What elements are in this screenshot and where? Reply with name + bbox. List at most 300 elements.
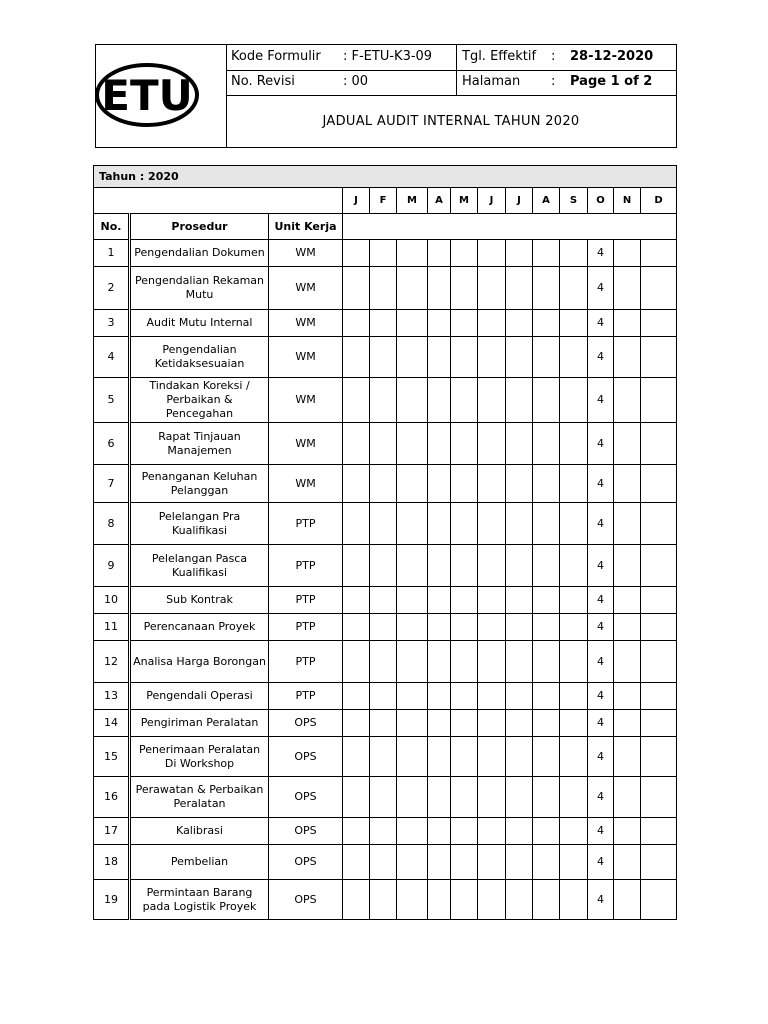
schedule-cell [506,614,533,641]
schedule-cell [641,267,677,310]
schedule-cell [397,587,428,614]
schedule-cell [397,777,428,818]
row-prosedur: Pengendalian Ketidaksesuaian [130,337,269,378]
row-prosedur: Perencanaan Proyek [130,614,269,641]
schedule-cell [478,423,506,465]
schedule-cell [560,587,588,614]
row-number: 11 [94,614,130,641]
schedule-cell [533,845,560,880]
schedule-cell [641,845,677,880]
table-row [94,683,677,710]
row-unit-kerja: OPS [269,880,343,920]
schedule-mark: 4 [588,310,614,337]
schedule-cell [428,683,451,710]
schedule-cell [370,818,397,845]
schedule-cell [614,240,641,267]
schedule-cell [451,777,478,818]
row-prosedur: Analisa Harga Borongan [130,641,269,683]
row-unit-kerja: WM [269,240,343,267]
row-prosedur: Penerimaan Peralatan Di Workshop [130,737,269,777]
table-row [94,777,677,818]
schedule-cell [641,777,677,818]
row-unit-kerja: WM [269,378,343,423]
schedule-cell [343,337,370,378]
schedule-cell [506,423,533,465]
schedule-cell [533,310,560,337]
schedule-cell [533,423,560,465]
schedule-cell [560,641,588,683]
schedule-cell [560,503,588,545]
schedule-cell [428,337,451,378]
schedule-cell [560,845,588,880]
schedule-cell [478,880,506,920]
table-row [94,710,677,737]
schedule-cell [370,614,397,641]
row-number: 15 [94,737,130,777]
month-header: F [370,188,397,214]
row-prosedur: Pengiriman Peralatan [130,710,269,737]
schedule-cell [397,845,428,880]
schedule-cell [533,641,560,683]
schedule-cell [533,737,560,777]
schedule-cell [614,710,641,737]
table-row [94,818,677,845]
schedule-cell [614,845,641,880]
schedule-cell [451,683,478,710]
row-prosedur: Rapat Tinjauan Manajemen [130,423,269,465]
month-row-spacer [94,188,343,214]
schedule-cell [370,337,397,378]
table-row [94,614,677,641]
schedule-cell [397,641,428,683]
schedule-cell [370,587,397,614]
schedule-cell [451,845,478,880]
schedule-cell [428,465,451,503]
header-months-blank [343,214,677,240]
row-unit-kerja: OPS [269,777,343,818]
table-body [94,166,677,920]
row-number: 7 [94,465,130,503]
year-label: Tahun : 2020 [94,166,677,188]
schedule-cell [451,503,478,545]
year-row [94,166,677,188]
schedule-cell [478,818,506,845]
schedule-mark: 4 [588,378,614,423]
schedule-cell [397,683,428,710]
month-header: M [451,188,478,214]
schedule-cell [343,310,370,337]
schedule-cell [641,337,677,378]
row-prosedur: Pengendalian Rekaman Mutu [130,267,269,310]
schedule-cell [533,818,560,845]
schedule-cell [506,267,533,310]
schedule-cell [397,545,428,587]
schedule-cell [533,378,560,423]
row-unit-kerja: OPS [269,710,343,737]
schedule-cell [614,310,641,337]
schedule-cell [478,378,506,423]
row-unit-kerja: WM [269,267,343,310]
schedule-cell [343,240,370,267]
row-unit-kerja: PTP [269,683,343,710]
header-prosedur: Prosedur [130,214,269,240]
row-unit-kerja: PTP [269,641,343,683]
schedule-mark: 4 [588,777,614,818]
schedule-cell [397,423,428,465]
row-number: 4 [94,337,130,378]
row-unit-kerja: PTP [269,587,343,614]
schedule-cell [506,503,533,545]
logo-cell [96,45,227,147]
kode-formulir-value: : F-ETU-K3-09 [343,49,433,64]
table-row [94,423,677,465]
schedule-cell [478,337,506,378]
table-row [94,587,677,614]
schedule-cell [370,845,397,880]
schedule-cell [478,683,506,710]
header-unit-kerja: Unit Kerja [269,214,343,240]
schedule-cell [533,267,560,310]
schedule-cell [641,465,677,503]
schedule-cell [560,880,588,920]
schedule-cell [343,641,370,683]
schedule-cell [478,503,506,545]
schedule-cell [506,710,533,737]
schedule-cell [397,240,428,267]
schedule-cell [343,267,370,310]
schedule-cell [506,587,533,614]
schedule-cell [641,818,677,845]
schedule-cell [370,423,397,465]
schedule-cell [560,465,588,503]
kode-formulir-label: Kode Formulir [231,49,321,64]
table-row [94,641,677,683]
row-number: 17 [94,818,130,845]
schedule-mark: 4 [588,423,614,465]
row-number: 19 [94,880,130,920]
schedule-cell [641,880,677,920]
row-unit-kerja: WM [269,310,343,337]
column-header-row [94,214,677,240]
schedule-cell [533,465,560,503]
schedule-cell [451,545,478,587]
schedule-cell [451,378,478,423]
schedule-cell [428,845,451,880]
schedule-cell [343,587,370,614]
row-prosedur: Perawatan & Perbaikan Peralatan [130,777,269,818]
schedule-cell [451,614,478,641]
month-header: N [614,188,641,214]
schedule-cell [614,378,641,423]
halaman-value: Page 1 of 2 [570,74,653,89]
table-row [94,845,677,880]
row-unit-kerja: OPS [269,845,343,880]
row-number: 5 [94,378,130,423]
schedule-cell [428,614,451,641]
schedule-cell [478,641,506,683]
schedule-cell [641,587,677,614]
schedule-cell [451,337,478,378]
schedule-cell [451,710,478,737]
header-divider [456,70,457,95]
table-row [94,267,677,310]
row-number: 13 [94,683,130,710]
table-row [94,880,677,920]
schedule-cell [451,240,478,267]
schedule-cell [533,710,560,737]
row-prosedur: Permintaan Barang pada Logistik Proyek [130,880,269,920]
row-prosedur: Penanganan Keluhan Pelanggan [130,465,269,503]
document-header [95,44,677,148]
schedule-mark: 4 [588,267,614,310]
schedule-mark: 4 [588,240,614,267]
schedule-cell [560,737,588,777]
row-number: 1 [94,240,130,267]
row-number: 6 [94,423,130,465]
schedule-cell [614,614,641,641]
no-revisi-value: : 00 [343,74,369,89]
schedule-cell [533,240,560,267]
month-header: D [641,188,677,214]
schedule-cell [533,683,560,710]
month-header-row [94,188,677,214]
schedule-cell [533,777,560,818]
row-prosedur: Pelelangan Pra Kualifikasi [130,503,269,545]
schedule-cell [451,310,478,337]
schedule-cell [506,240,533,267]
schedule-cell [560,710,588,737]
row-prosedur: Pengendalian Dokumen [130,240,269,267]
header-row-revisi [226,70,676,96]
schedule-cell [343,845,370,880]
row-prosedur: Pelelangan Pasca Kualifikasi [130,545,269,587]
header-no: No. [94,214,130,240]
schedule-cell [343,737,370,777]
row-unit-kerja: WM [269,423,343,465]
schedule-mark: 4 [588,710,614,737]
schedule-cell [343,614,370,641]
table-row [94,737,677,777]
schedule-cell [451,818,478,845]
schedule-cell [560,545,588,587]
schedule-cell [428,310,451,337]
schedule-cell [506,641,533,683]
schedule-mark: 4 [588,845,614,880]
schedule-cell [614,465,641,503]
schedule-cell [370,378,397,423]
month-header: A [533,188,560,214]
schedule-cell [451,423,478,465]
schedule-cell [560,423,588,465]
schedule-cell [506,818,533,845]
row-unit-kerja: WM [269,465,343,503]
schedule-cell [451,465,478,503]
schedule-cell [641,423,677,465]
tgl-effektif-sep: : [551,49,556,64]
row-number: 9 [94,545,130,587]
row-number: 14 [94,710,130,737]
schedule-cell [614,267,641,310]
schedule-mark: 4 [588,465,614,503]
schedule-cell [397,337,428,378]
schedule-cell [614,818,641,845]
schedule-cell [641,641,677,683]
schedule-cell [614,880,641,920]
no-revisi-label: No. Revisi [231,74,295,89]
schedule-cell [428,587,451,614]
row-prosedur: Pembelian [130,845,269,880]
schedule-cell [614,777,641,818]
schedule-mark: 4 [588,545,614,587]
row-unit-kerja: PTP [269,614,343,641]
table-row [94,240,677,267]
month-header: S [560,188,588,214]
header-row-kode [226,45,676,71]
month-header: M [397,188,428,214]
schedule-cell [614,737,641,777]
schedule-cell [614,683,641,710]
schedule-cell [370,545,397,587]
schedule-cell [560,337,588,378]
schedule-cell [478,777,506,818]
schedule-cell [343,545,370,587]
etu-logo [96,55,226,135]
schedule-cell [343,880,370,920]
schedule-mark: 4 [588,880,614,920]
schedule-cell [506,777,533,818]
schedule-cell [560,310,588,337]
schedule-cell [370,710,397,737]
schedule-cell [533,503,560,545]
schedule-cell [451,737,478,777]
schedule-cell [428,737,451,777]
schedule-mark: 4 [588,818,614,845]
schedule-cell [506,337,533,378]
schedule-cell [533,545,560,587]
schedule-mark: 4 [588,587,614,614]
header-divider [456,45,457,70]
schedule-cell [397,818,428,845]
table-row [94,465,677,503]
schedule-cell [343,683,370,710]
schedule-cell [397,710,428,737]
schedule-cell [560,240,588,267]
schedule-cell [478,240,506,267]
schedule-cell [370,737,397,777]
schedule-cell [428,710,451,737]
table-row [94,378,677,423]
schedule-cell [343,378,370,423]
schedule-cell [451,587,478,614]
schedule-cell [343,710,370,737]
schedule-cell [397,310,428,337]
schedule-cell [641,737,677,777]
tgl-effektif-value: 28-12-2020 [570,49,654,64]
schedule-cell [343,423,370,465]
schedule-cell [560,818,588,845]
schedule-cell [533,337,560,378]
schedule-cell [428,641,451,683]
row-number: 18 [94,845,130,880]
schedule-cell [560,267,588,310]
month-header: J [343,188,370,214]
schedule-cell [506,465,533,503]
halaman-sep: : [551,74,556,89]
schedule-cell [370,240,397,267]
schedule-cell [533,587,560,614]
schedule-cell [343,465,370,503]
schedule-mark: 4 [588,337,614,378]
schedule-cell [614,587,641,614]
row-number: 3 [94,310,130,337]
schedule-mark: 4 [588,503,614,545]
row-unit-kerja: WM [269,337,343,378]
table-row [94,310,677,337]
schedule-cell [428,818,451,845]
row-unit-kerja: PTP [269,503,343,545]
schedule-cell [478,710,506,737]
month-header: A [428,188,451,214]
row-prosedur: Tindakan Koreksi / Perbaikan & Pencegahan [130,378,269,423]
schedule-cell [451,267,478,310]
schedule-cell [370,503,397,545]
schedule-cell [343,777,370,818]
schedule-mark: 4 [588,614,614,641]
schedule-mark: 4 [588,737,614,777]
schedule-cell [560,683,588,710]
schedule-cell [397,614,428,641]
schedule-cell [641,545,677,587]
schedule-cell [506,378,533,423]
schedule-cell [428,423,451,465]
schedule-cell [614,545,641,587]
schedule-cell [370,310,397,337]
schedule-cell [641,240,677,267]
schedule-cell [614,423,641,465]
schedule-cell [428,880,451,920]
schedule-cell [641,378,677,423]
schedule-cell [614,503,641,545]
schedule-cell [428,545,451,587]
audit-schedule-table [93,165,677,920]
schedule-cell [506,845,533,880]
schedule-cell [397,503,428,545]
schedule-cell [641,614,677,641]
row-number: 16 [94,777,130,818]
schedule-cell [641,683,677,710]
logo-text: ETU [101,71,193,120]
schedule-cell [478,545,506,587]
schedule-cell [370,777,397,818]
schedule-cell [560,777,588,818]
schedule-cell [478,614,506,641]
schedule-mark: 4 [588,683,614,710]
halaman-label: Halaman [462,74,521,89]
schedule-cell [370,683,397,710]
document-title: JADUAL AUDIT INTERNAL TAHUN 2020 [322,114,580,129]
row-number: 12 [94,641,130,683]
schedule-cell [506,737,533,777]
schedule-cell [428,240,451,267]
row-prosedur: Audit Mutu Internal [130,310,269,337]
schedule-cell [428,503,451,545]
schedule-cell [397,737,428,777]
row-number: 2 [94,267,130,310]
schedule-cell [560,614,588,641]
row-prosedur: Sub Kontrak [130,587,269,614]
row-number: 8 [94,503,130,545]
row-unit-kerja: OPS [269,818,343,845]
